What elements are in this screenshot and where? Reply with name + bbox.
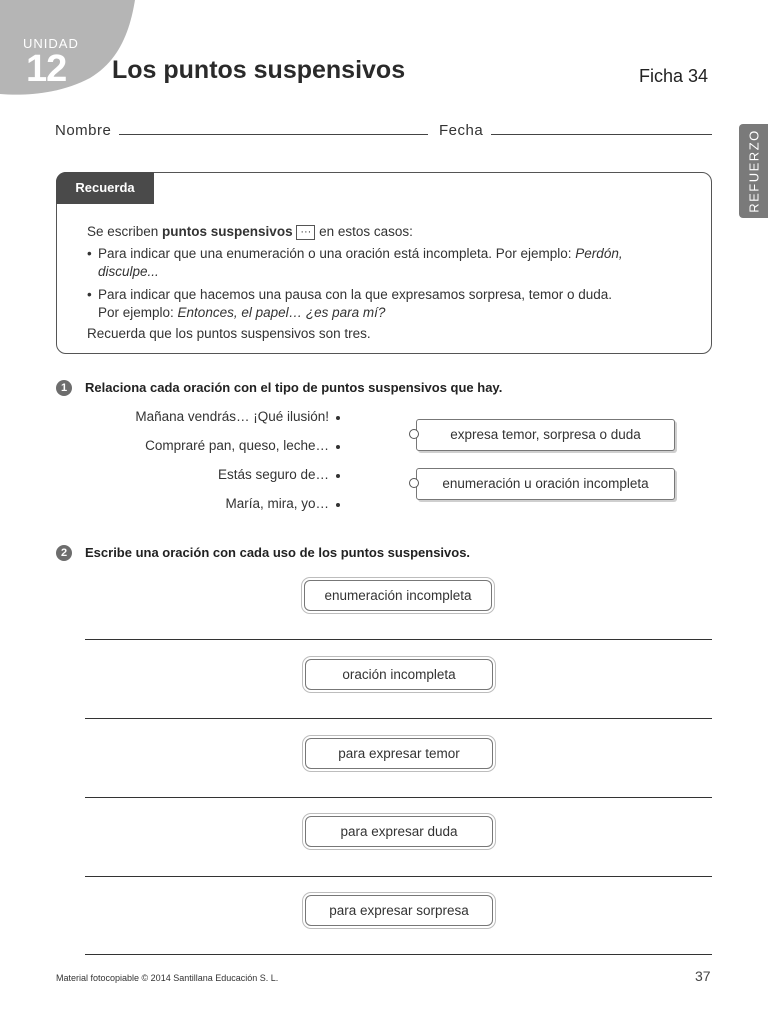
recuerda-closing: Recuerda que los puntos suspensivos son tres. <box>87 326 371 341</box>
footer-copyright: Material fotocopiable © 2014 Santillana Educación S. L. <box>56 973 279 983</box>
use-label-enumeracion: enumeración incompleta <box>304 580 492 611</box>
bullet2-text: Para indicar que hacemos una pausa con la que expresamos sorpresa, temor o duda. <box>98 287 613 302</box>
bullet1-example-a: Perdón, <box>575 246 623 261</box>
sentence-4: María, mira, yo… <box>225 496 329 511</box>
match-point-type-2[interactable] <box>409 478 419 488</box>
recuerda-bullet-1 <box>98 245 678 281</box>
bullet1-text: Para indicar que una enumeración o una oración está incompleta. Por ejemplo: <box>98 246 576 261</box>
recuerda-bullet-2 <box>98 286 678 322</box>
use-label-sorpresa: para expresar sorpresa <box>305 895 493 926</box>
side-tab-label: REFUERZO <box>746 129 761 213</box>
answer-line-3[interactable] <box>85 797 712 798</box>
nombre-field[interactable] <box>119 134 428 135</box>
match-point-sentence-1[interactable] <box>336 416 340 420</box>
exercise-1-instruction: Relaciona cada oración con el tipo de puntos suspensivos que hay. <box>85 380 503 395</box>
sentence-3: Estás seguro de… <box>217 467 329 482</box>
recuerda-intro <box>87 223 687 241</box>
use-label-temor: para expresar temor <box>305 738 493 769</box>
answer-line-5[interactable] <box>85 954 712 955</box>
intro-after: en estos casos: <box>315 224 413 239</box>
match-point-sentence-3[interactable] <box>336 474 340 478</box>
answer-line-4[interactable] <box>85 876 712 877</box>
recuerda-tag: Recuerda <box>56 172 154 204</box>
side-tab <box>739 124 768 218</box>
page-title: Los puntos suspensivos <box>112 56 406 84</box>
type-box-temor: expresa temor, sorpresa o duda <box>416 419 675 451</box>
sentence-1: Mañana vendrás… ¡Qué ilusión! <box>135 409 329 424</box>
use-label-duda: para expresar duda <box>305 816 493 847</box>
bullet-icon: • <box>87 246 92 261</box>
ficha-number: Ficha 34 <box>639 66 709 86</box>
sentence-2: Compraré pan, queso, leche… <box>145 438 329 453</box>
match-point-sentence-2[interactable] <box>336 445 340 449</box>
intro-text: Se escriben <box>87 224 163 239</box>
match-point-sentence-4[interactable] <box>336 503 340 507</box>
exercise-2-number: 2 <box>56 545 72 561</box>
bullet-icon: • <box>87 287 92 302</box>
unit-number: 12 <box>26 48 67 90</box>
dots-symbol-box: ··· <box>296 225 315 240</box>
page-number: 37 <box>695 968 711 984</box>
unit-label: UNIDAD <box>23 36 79 51</box>
bullet2-prefix: Por ejemplo: <box>98 305 178 320</box>
nombre-label: Nombre <box>55 122 112 139</box>
exercise-2-instruction: Escribe una oración con cada uso de los puntos suspensivos. <box>85 545 471 560</box>
bullet1-example-b: disculpe... <box>98 264 159 279</box>
bullet2-example: Entonces, el papel… ¿es para mí? <box>177 305 386 320</box>
answer-line-1[interactable] <box>85 639 712 640</box>
match-point-type-1[interactable] <box>409 429 419 439</box>
type-box-enumeracion: enumeración u oración incompleta <box>416 468 675 500</box>
fecha-field[interactable] <box>491 134 712 135</box>
fecha-label: Fecha <box>439 122 484 139</box>
use-label-oracion: oración incompleta <box>305 659 493 690</box>
intro-bold: puntos suspensivos <box>162 224 293 239</box>
answer-line-2[interactable] <box>85 718 712 719</box>
exercise-1-number: 1 <box>56 380 72 396</box>
